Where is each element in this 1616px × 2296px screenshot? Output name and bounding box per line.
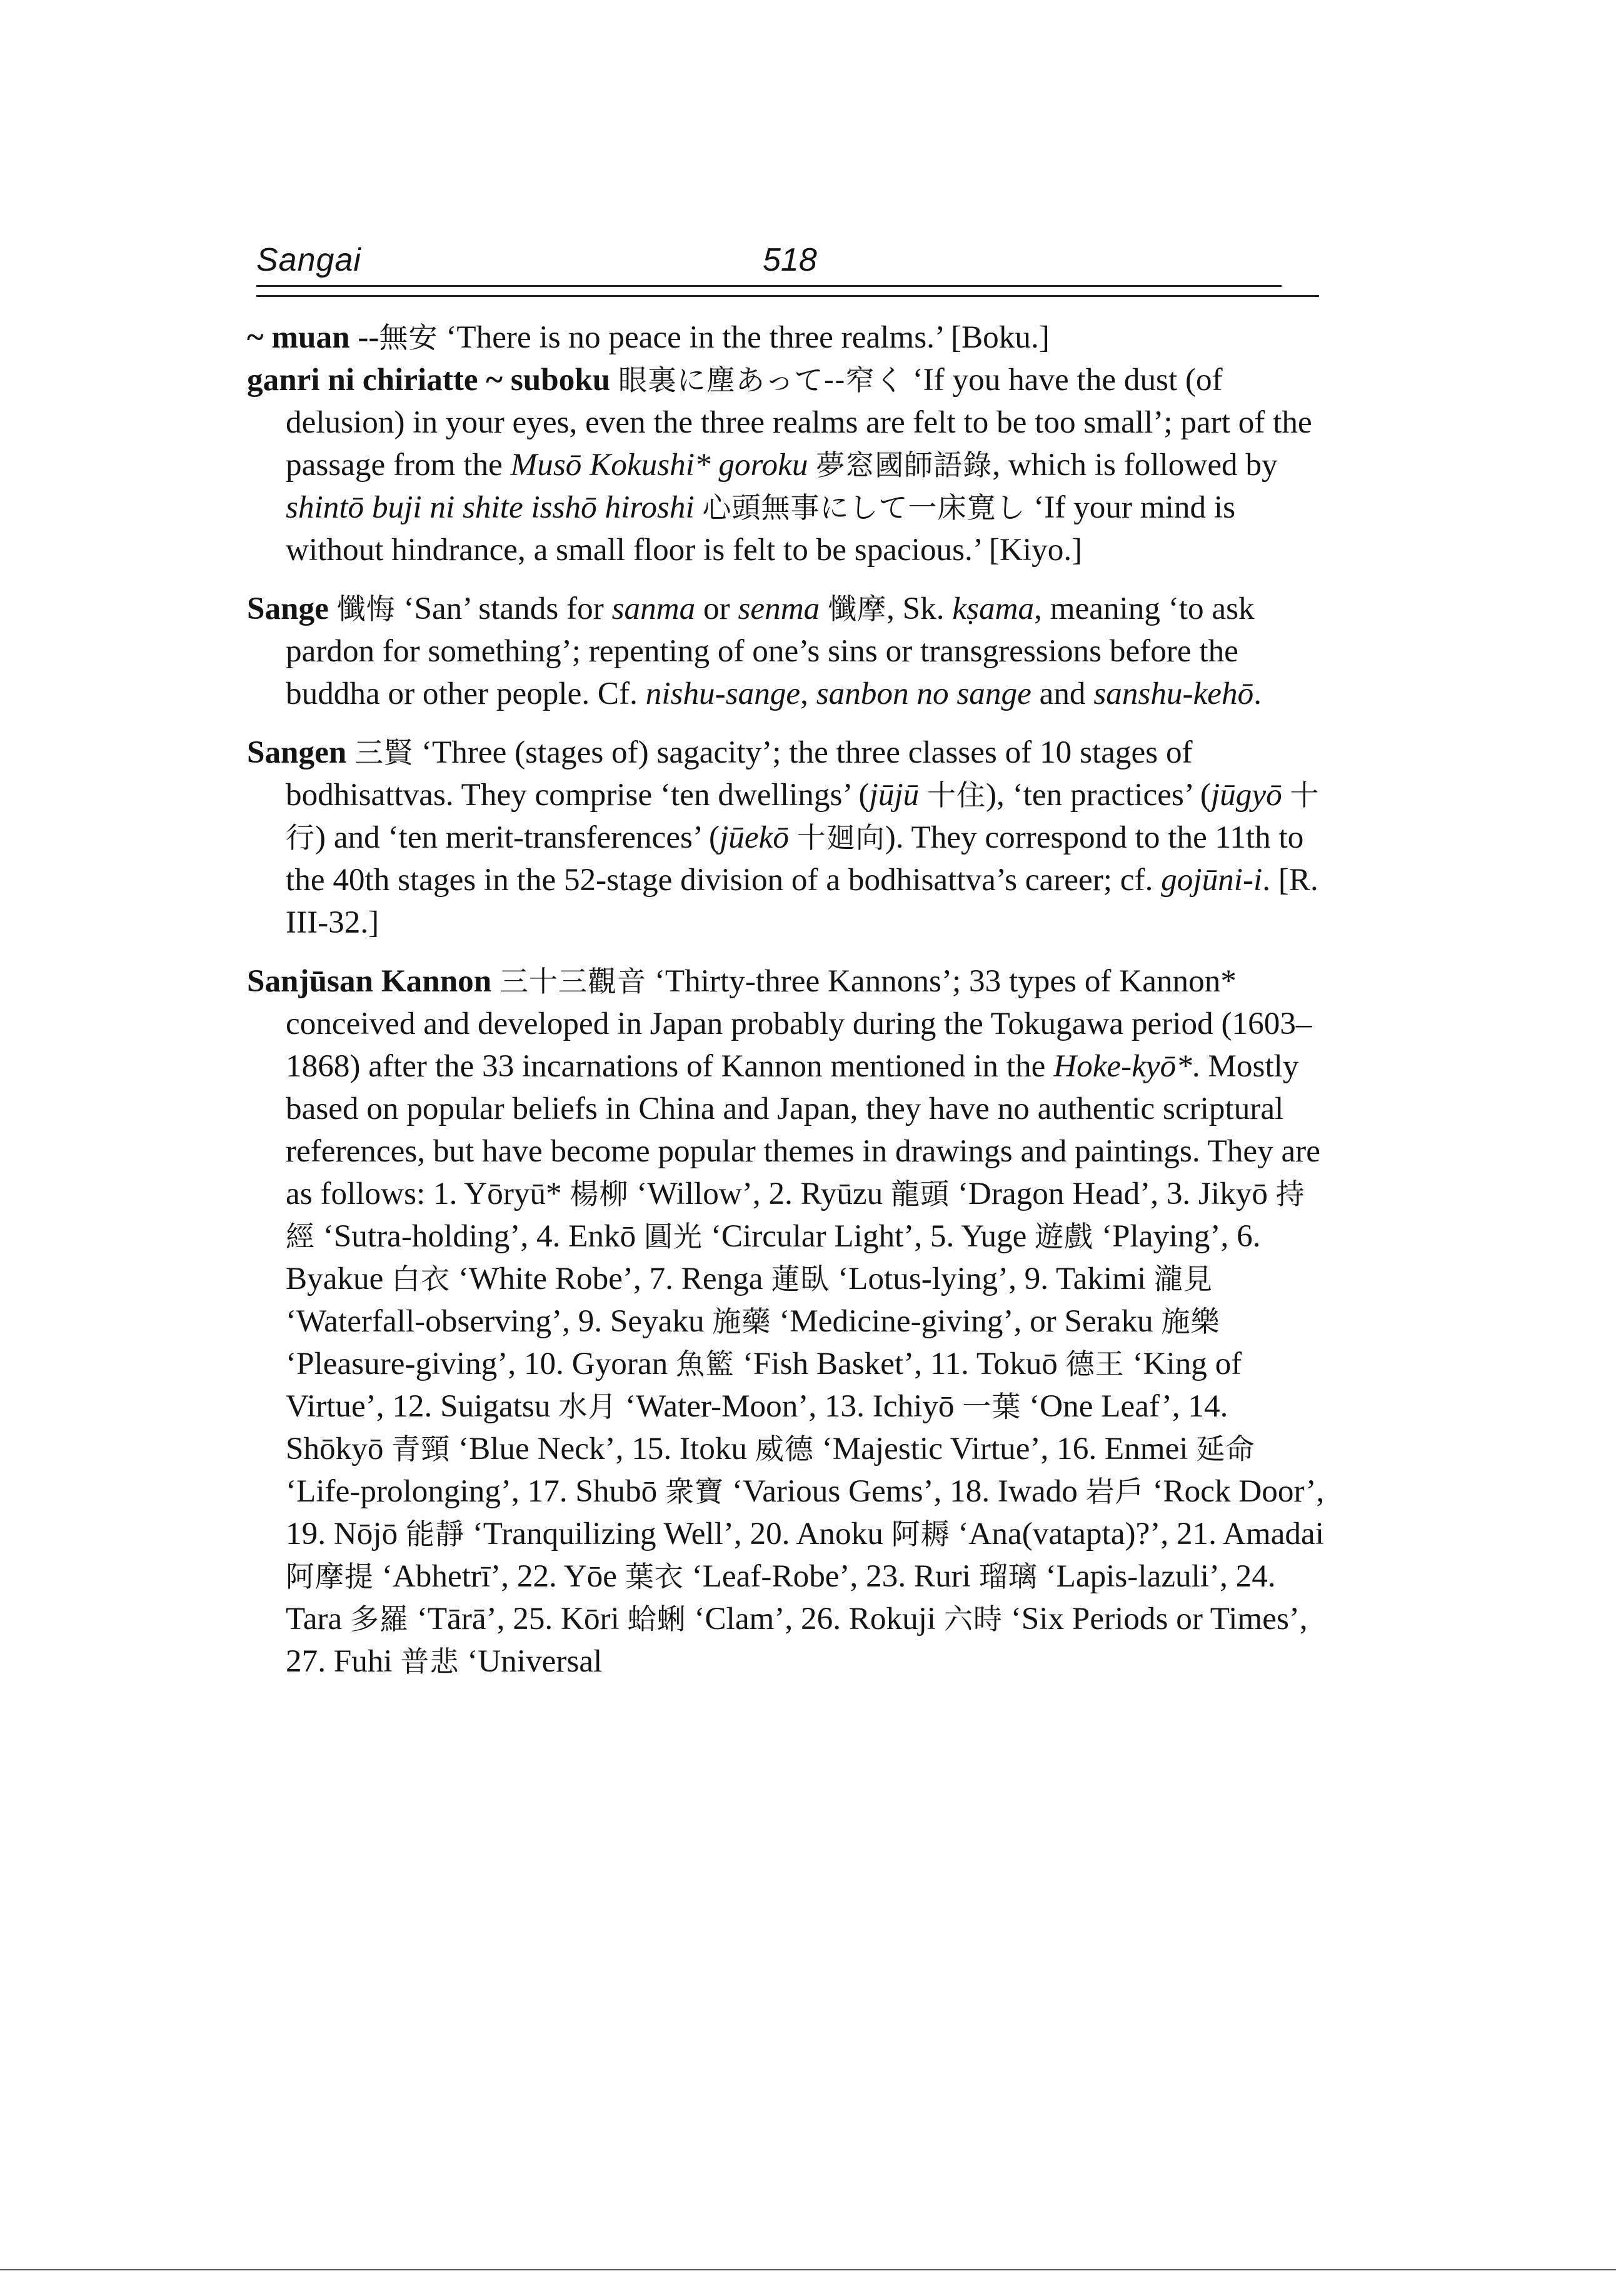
- entry-text: .: [1253, 676, 1262, 711]
- kanji-text: 三賢: [354, 736, 414, 770]
- entry-text: ) and ‘ten merit-transferences’ (: [315, 820, 720, 855]
- entry-text: . [R. III-32.]: [286, 862, 1318, 940]
- kanji-text: 龍頭: [891, 1177, 950, 1211]
- italic-term: sanshu-kehō: [1093, 676, 1254, 711]
- kanji-text: 阿耨: [891, 1517, 950, 1551]
- entry-text: ‘White Robe’, 7. Renga: [450, 1261, 771, 1296]
- italic-term: jūjū: [869, 777, 920, 813]
- entry-text: ‘If your mind is without hindrance, a small floor is felt to be spacious.’ [Kiyo.]: [286, 489, 1235, 568]
- entry-text: ‘Willow’, 2. Ryūzu: [628, 1176, 891, 1211]
- entry-text: ‘Playing’, 6. Byakue: [286, 1218, 1261, 1296]
- entry-text: ‘Pleasure-giving’, 10. Gyoran: [286, 1346, 676, 1381]
- subentry-headword: ganri ni chiriatte ~ suboku: [247, 362, 619, 398]
- italic-term: jūgyō: [1210, 777, 1282, 813]
- italic-term: Hoke-kyō*: [1053, 1048, 1192, 1084]
- kanji-text: 無安: [379, 321, 438, 354]
- italic-term: jūekō: [720, 820, 789, 855]
- entry-headword: Sangen: [247, 734, 347, 770]
- kanji-text: 持經: [286, 1177, 1305, 1253]
- kanji-text: 葉衣: [625, 1560, 684, 1593]
- kanji-text: 三十三觀音: [499, 965, 647, 998]
- entry-text: ‘Leaf-Robe’, 23. Ruri: [683, 1558, 979, 1594]
- kanji-text: 瑠璃: [978, 1560, 1038, 1593]
- kanji-text: 多羅: [349, 1602, 409, 1636]
- dictionary-entry: [247, 731, 1325, 944]
- kanji-text: 青頸: [391, 1432, 451, 1466]
- kanji-text: 十廻向: [796, 821, 885, 855]
- entry-text: ). They correspond to the 11th to the 40th stages in the 52-stage division of a bodhisattva’s career; cf.: [286, 820, 1304, 898]
- entry-text: ‘Abhetrī’, 22. Yōe: [374, 1558, 625, 1594]
- dictionary-entry: [247, 960, 1325, 1683]
- entry-text: [808, 447, 816, 483]
- entry-text: ), ‘ten practices’ (: [985, 777, 1211, 813]
- kanji-text: 心頭無事にして一床寛し: [702, 491, 1026, 524]
- entry-text: ‘King of Virtue’, 12. Suigatsu: [286, 1346, 1242, 1424]
- entry-text: [919, 777, 927, 813]
- kanji-text: 阿摩提: [286, 1560, 374, 1593]
- entry-text: ‘If you have the dust (of delusion) in your eyes, even the three realms are felt to be too small’; part of the passage from the: [286, 362, 1312, 483]
- italic-term: Musō Kokushi* goroku: [510, 447, 808, 483]
- entry-text: ‘Sutra-holding’, 4. Enkō: [315, 1218, 645, 1254]
- entry-text: ‘Dragon Head’, 3. Jikyō: [950, 1176, 1276, 1211]
- entry-text: ‘Ana(vatapta)?’, 21. Amadai: [950, 1516, 1324, 1552]
- kanji-text: 能靜: [405, 1517, 464, 1551]
- entry-text: ‘Six Periods or Times’, 27. Fuhi: [286, 1601, 1308, 1679]
- entry-text: ‘Rock Door’, 19. Nōjō: [286, 1473, 1325, 1552]
- kanji-text: 蓮臥: [771, 1262, 830, 1296]
- page-header: [256, 241, 1357, 291]
- kanji-text: 白衣: [391, 1262, 451, 1296]
- kanji-text: 施樂: [1161, 1305, 1220, 1338]
- kanji-text: 瀧見: [1154, 1262, 1213, 1296]
- entry-text: ‘Various Gems’, 18. Iwado: [724, 1473, 1086, 1509]
- entry-text: ‘Circular Light’, 5. Yuge: [703, 1218, 1035, 1254]
- kanji-text: 懺摩: [828, 592, 887, 626]
- kanji-text: 衆寶: [665, 1475, 725, 1508]
- entry-text: ‘Waterfall-observing’, 9. Seyaku: [286, 1303, 713, 1339]
- entry-headword: Sange: [247, 591, 329, 626]
- entry-text: and: [1031, 676, 1094, 711]
- kanji-text: 十行: [286, 778, 1320, 855]
- kanji-text: 蛤蜊: [627, 1602, 686, 1636]
- entry-text: ‘Lotus-lying’, 9. Takimi: [830, 1261, 1155, 1296]
- italic-term: sanma: [611, 591, 696, 626]
- header-rule: [1006, 285, 1282, 287]
- italic-term: senma: [738, 591, 820, 626]
- entry-text: ‘Lapis-lazuli’, 24. Tara: [286, 1558, 1276, 1637]
- entry-text: ‘Majestic Virtue’, 16. Enmei: [813, 1431, 1197, 1466]
- kanji-text: 德王: [1065, 1347, 1125, 1381]
- entry-text: [789, 820, 797, 855]
- entry-text: [695, 489, 703, 525]
- kanji-text: 楊柳: [570, 1177, 629, 1211]
- entry-text: or: [695, 591, 738, 626]
- subentry-headword: ~ muan --: [247, 319, 379, 355]
- kanji-text: 圓光: [644, 1220, 703, 1253]
- page-number: 518: [763, 242, 817, 278]
- italic-term: shintō buji ni shite isshō hiroshi: [286, 489, 695, 525]
- kanji-text: 魚籃: [676, 1347, 735, 1381]
- dictionary-entry: [247, 359, 1325, 571]
- kanji-text: 施藥: [712, 1305, 771, 1338]
- italic-term: kṣama: [952, 591, 1035, 626]
- kanji-text: 夢窓國師語錄: [816, 448, 993, 482]
- entry-text: ‘Medicine-giving’, or Seraku: [771, 1303, 1162, 1339]
- entry-text: [820, 591, 828, 626]
- entry-text: ‘San’ stands for: [395, 591, 612, 626]
- dictionary-entry: [247, 588, 1325, 715]
- kanji-text: 一葉: [962, 1390, 1021, 1423]
- entry-text: ‘Blue Neck’, 15. Itoku: [450, 1431, 755, 1466]
- entry-text: , which is followed by: [992, 447, 1278, 483]
- scan-edge-line: [0, 2269, 1616, 2270]
- kanji-text: 水月: [558, 1390, 618, 1423]
- running-head: Sangai: [256, 242, 361, 278]
- kanji-text: 眼裏に塵あって--窄く: [618, 363, 905, 397]
- italic-term: sanbon no sange: [816, 676, 1031, 711]
- kanji-text: 懺悔: [336, 592, 396, 626]
- dictionary-entry: [247, 316, 1325, 359]
- entry-text: ‘Life-prolonging’, 17. Shubō: [286, 1473, 666, 1509]
- kanji-text: 六時: [943, 1602, 1003, 1636]
- entry-text: ‘Fish Basket’, 11. Tokuō: [735, 1346, 1066, 1381]
- entry-text: ‘Tārā’, 25. Kōri: [408, 1601, 628, 1637]
- entry-text: ‘One Leaf’, 14. Shōkyō: [286, 1388, 1228, 1466]
- entry-text: ‘There is no peace in the three realms.’ [Boku.]: [438, 319, 1050, 355]
- entry-text: ‘Thirty-three Kannons’; 33 types of Kannon* conceived and developed in Japan probably during the Tokugawa period (1603–1868) after the 33 incarnations of Kannon mentioned in the: [286, 963, 1312, 1084]
- italic-term: gojūni-i: [1161, 862, 1263, 898]
- entry-text: [1282, 777, 1290, 813]
- kanji-text: 遊戲: [1035, 1220, 1094, 1253]
- kanji-text: 普悲: [400, 1645, 459, 1678]
- entry-text: ‘Universal: [459, 1643, 603, 1679]
- kanji-text: 十住: [926, 778, 986, 812]
- entry-text: ‘Three (stages of) sagacity’; the three classes of 10 stages of bodhisattvas. They comprise ‘ten dwellings’ (: [286, 734, 1193, 813]
- kanji-text: 威德: [755, 1432, 814, 1466]
- header-rule: [256, 285, 1013, 287]
- entry-text: . Mostly based on popular beliefs in China and Japan, they have no authentic scriptural references, but have become popular themes in drawings and paintings. They are as follows: 1. Yōryū*: [286, 1048, 1320, 1211]
- header-rule: [256, 295, 1319, 297]
- entry-text: ‘Clam’, 26. Rokuji: [686, 1601, 944, 1637]
- entry-text: ‘Water-Moon’, 13. Ichiyō: [617, 1388, 963, 1424]
- kanji-text: 延命: [1196, 1432, 1255, 1466]
- entry-text: , Sk.: [886, 591, 953, 626]
- entry-text: ‘Tranquilizing Well’, 20. Anoku: [464, 1516, 891, 1552]
- dictionary-entries: [247, 316, 1325, 1683]
- entry-text: , meaning ‘to ask pardon for something’; repenting of one’s sins or transgressions before the buddha or other people. Cf.: [286, 591, 1255, 711]
- entry-text: ,: [800, 676, 816, 711]
- kanji-text: 岩戶: [1085, 1475, 1145, 1508]
- entry-headword: Sanjūsan Kannon: [247, 963, 492, 999]
- italic-term: nishu-sange: [645, 676, 801, 711]
